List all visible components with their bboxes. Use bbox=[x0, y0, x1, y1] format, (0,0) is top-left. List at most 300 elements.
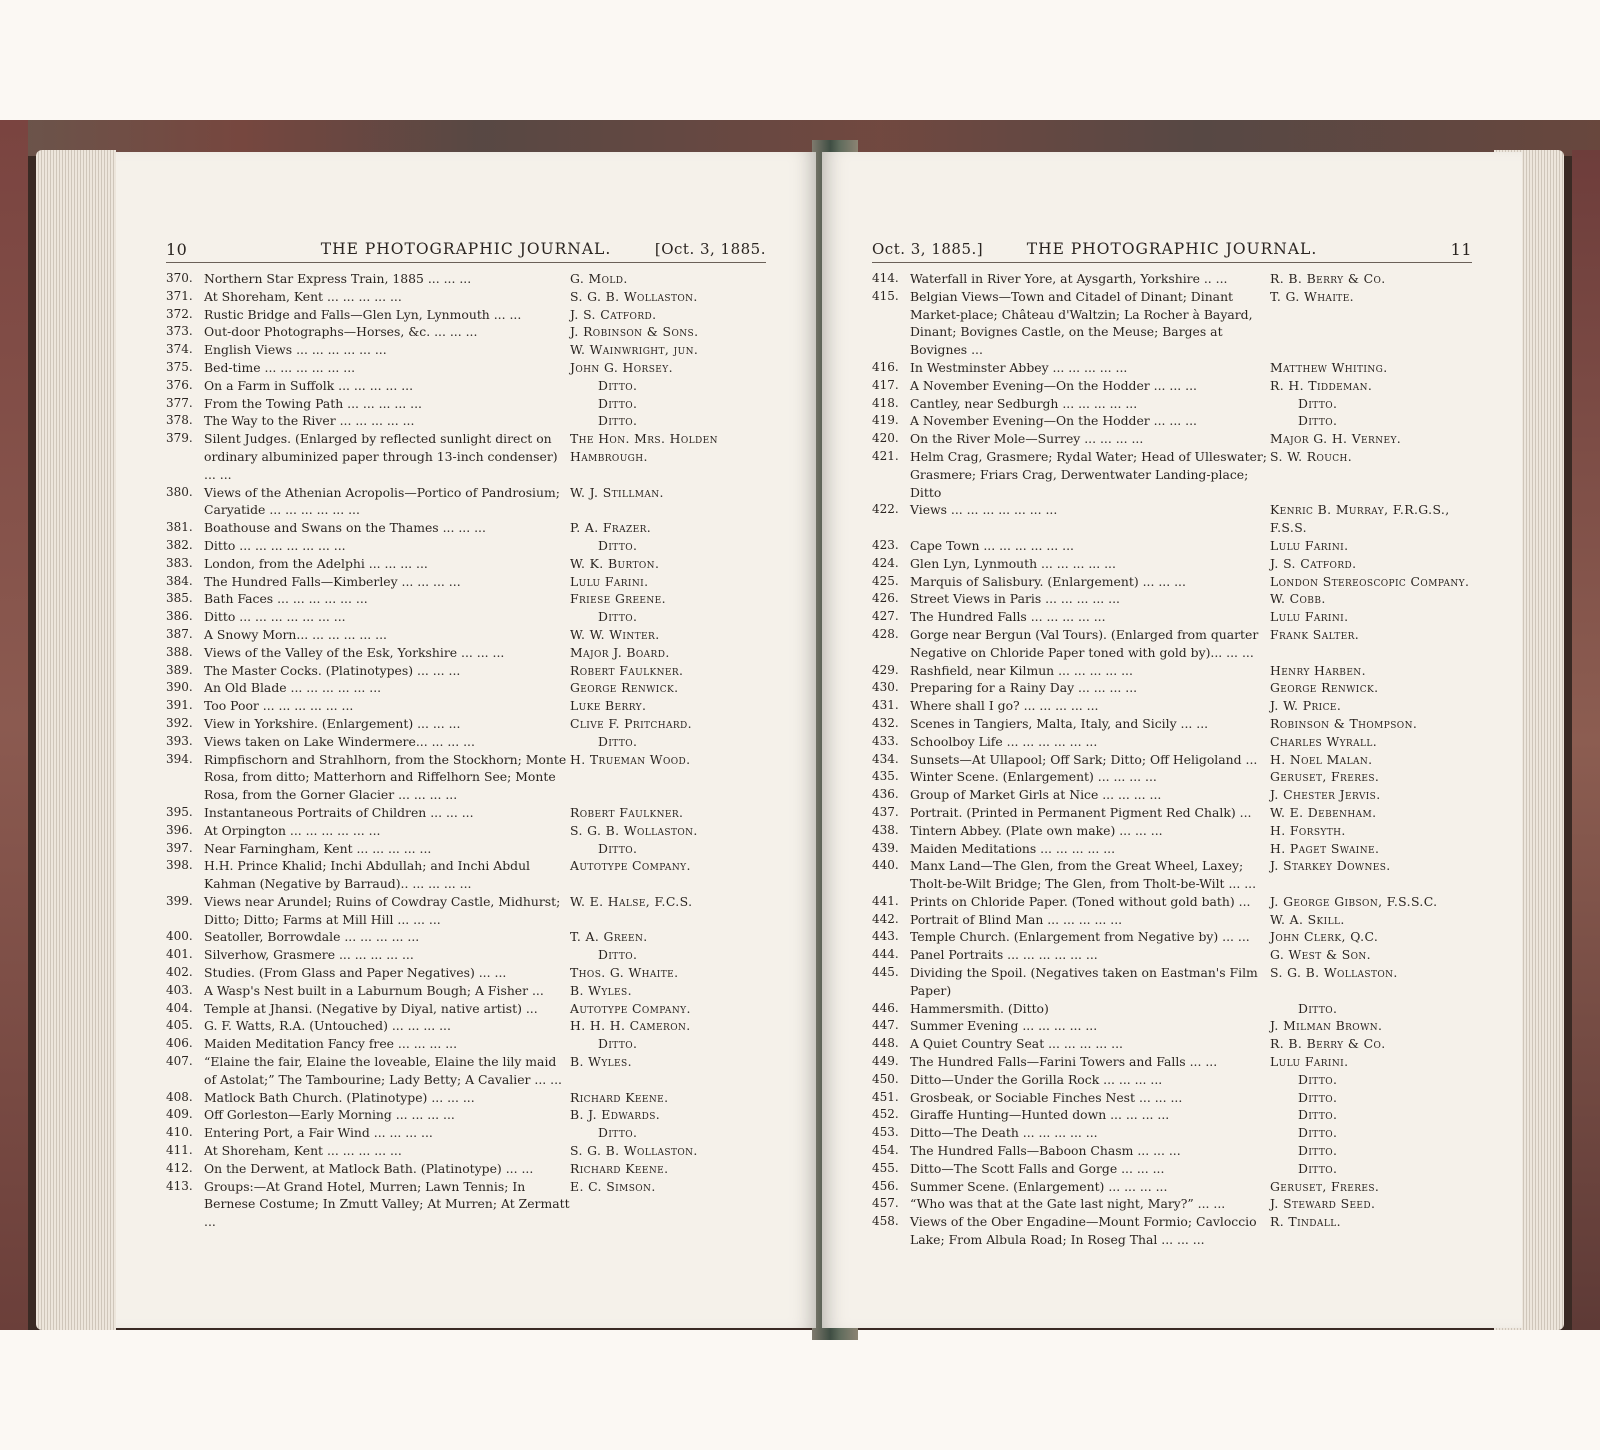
entry-title: Summer Scene. (Enlargement) ... ... ... ... bbox=[910, 1178, 1168, 1194]
entry-number: 433. bbox=[872, 733, 899, 748]
entry-exhibitor: J. Robinson & Sons. bbox=[570, 324, 699, 340]
book-spread bbox=[0, 120, 1600, 1330]
entry-exhibitor: Ditto. bbox=[598, 377, 638, 393]
list-item bbox=[872, 608, 1472, 626]
entry-exhibitor: G. Mold. bbox=[570, 271, 628, 286]
entry-exhibitor: Ditto. bbox=[598, 395, 638, 411]
entry-exhibitor: Lulu Farini. bbox=[1270, 537, 1349, 553]
list-item bbox=[872, 412, 1472, 430]
entry-title: Street Views in Paris ... ... ... ... ... bbox=[910, 591, 1120, 607]
entry-number: 425. bbox=[872, 573, 899, 588]
entry-title: An Old Blade ... ... ... ... ... ... bbox=[204, 680, 382, 696]
list-item bbox=[166, 822, 776, 840]
entry-title: Manx Land—The Glen, from the Great Wheel, Laxey; Tholt-be-Wilt Bridge; The Glen, from Tholt-be-Wilt ... ... bbox=[910, 858, 1257, 892]
right-page-number: 11 bbox=[1450, 240, 1472, 259]
entry-exhibitor: Robert Faulkner. bbox=[570, 662, 684, 678]
entry-title: Northern Star Express Train, 1885 ... ... ... bbox=[204, 271, 472, 286]
list-item bbox=[872, 573, 1472, 591]
entry-number: 383. bbox=[166, 555, 193, 570]
entry-exhibitor: Ditto. bbox=[1298, 1160, 1338, 1176]
list-item bbox=[872, 1071, 1472, 1089]
entry-number: 421. bbox=[872, 448, 899, 463]
list-item bbox=[872, 964, 1472, 1000]
list-item bbox=[166, 341, 776, 359]
list-item bbox=[166, 1160, 776, 1178]
entry-number: 424. bbox=[872, 555, 899, 570]
list-item bbox=[166, 323, 776, 341]
entry-title: Silent Judges. (Enlarged by reflected sunlight direct on ordinary albuminized paper through 13-inch condenser) ... ... bbox=[204, 431, 558, 482]
entry-exhibitor: Ditto. bbox=[598, 840, 638, 856]
list-item bbox=[166, 519, 776, 537]
book-cover-right bbox=[1572, 150, 1600, 1330]
list-item bbox=[166, 928, 776, 946]
entry-exhibitor: W. Wainwright, jun. bbox=[570, 342, 699, 358]
entry-number: 380. bbox=[166, 484, 193, 499]
entry-title: The Hundred Falls—Kimberley ... ... ... ... bbox=[204, 573, 461, 589]
entry-exhibitor: J. Steward Seed. bbox=[1270, 1196, 1376, 1212]
entry-exhibitor: W. W. Winter. bbox=[570, 626, 660, 642]
entry-title: Portrait. (Printed in Permanent Pigment Red Chalk) ... bbox=[910, 804, 1252, 820]
entry-exhibitor: Ditto. bbox=[1298, 1000, 1338, 1016]
entry-title: A November Evening—On the Hodder ... ... ... bbox=[910, 377, 1197, 393]
book-cover-top bbox=[0, 120, 1600, 156]
list-item bbox=[872, 626, 1472, 662]
list-item bbox=[872, 1035, 1472, 1053]
entry-number: 392. bbox=[166, 715, 193, 730]
entry-exhibitor: E. C. Simson. bbox=[570, 1178, 656, 1194]
entry-title: Cantley, near Sedburgh ... ... ... ... ... bbox=[910, 395, 1138, 411]
entry-exhibitor: Ditto. bbox=[1298, 1107, 1338, 1123]
entry-number: 451. bbox=[872, 1089, 899, 1104]
entry-title: On a Farm in Suffolk ... ... ... ... ... bbox=[204, 377, 414, 393]
entry-title: View in Yorkshire. (Enlargement) ... ... ... bbox=[204, 715, 461, 731]
entry-title: Bath Faces ... ... ... ... ... ... bbox=[204, 591, 368, 607]
list-item bbox=[872, 1089, 1472, 1107]
list-item bbox=[166, 804, 776, 822]
entry-number: 390. bbox=[166, 680, 193, 695]
list-item bbox=[166, 1178, 776, 1231]
list-item bbox=[166, 946, 776, 964]
entry-number: 438. bbox=[872, 822, 899, 837]
entry-title: A Quiet Country Seat ... ... ... ... ... bbox=[910, 1036, 1123, 1052]
entry-exhibitor: Luke Berry. bbox=[570, 698, 647, 714]
list-item bbox=[166, 573, 776, 591]
entry-number: 373. bbox=[166, 324, 193, 339]
list-item bbox=[166, 1089, 776, 1107]
entry-number: 402. bbox=[166, 965, 193, 980]
entry-exhibitor: Lulu Farini. bbox=[1270, 609, 1349, 625]
entry-number: 417. bbox=[872, 377, 899, 392]
list-item bbox=[872, 1053, 1472, 1071]
entry-exhibitor: Autotype Company. bbox=[570, 858, 691, 874]
entry-title: Near Farningham, Kent ... ... ... ... ... bbox=[204, 840, 432, 856]
entry-title: From the Towing Path ... ... ... ... ... bbox=[204, 395, 422, 411]
entry-number: 378. bbox=[166, 413, 193, 428]
entry-exhibitor: Ditto. bbox=[1298, 413, 1338, 429]
entry-number: 443. bbox=[872, 929, 899, 944]
entry-number: 411. bbox=[166, 1143, 193, 1158]
entry-title: Entering Port, a Fair Wind ... ... ... ... bbox=[204, 1125, 433, 1141]
entry-exhibitor: W. Cobb. bbox=[1270, 591, 1326, 607]
entry-number: 456. bbox=[872, 1178, 899, 1193]
list-item bbox=[166, 982, 776, 1000]
entry-exhibitor: S. G. B. Wollaston. bbox=[570, 822, 698, 838]
entry-number: 415. bbox=[872, 288, 899, 303]
entry-number: 396. bbox=[166, 822, 193, 837]
list-item bbox=[872, 537, 1472, 555]
entry-title: Out-door Photographs—Horses, &c. ... ... ... bbox=[204, 324, 478, 340]
entry-number: 379. bbox=[166, 431, 193, 446]
entry-number: 384. bbox=[166, 573, 193, 588]
entry-title: On the River Mole—Surrey ... ... ... ... bbox=[910, 431, 1144, 447]
entry-title: Rashfield, near Kilmun ... ... ... ... ... bbox=[910, 662, 1133, 678]
list-item bbox=[166, 893, 776, 929]
list-item bbox=[872, 857, 1472, 893]
entry-exhibitor: H. H. H. Cameron. bbox=[570, 1018, 691, 1034]
entry-exhibitor: W. E. Debenham. bbox=[1270, 804, 1377, 820]
list-item bbox=[166, 697, 776, 715]
entry-exhibitor: Richard Keene. bbox=[570, 1089, 669, 1105]
right-header-rule bbox=[872, 262, 1472, 263]
entry-title: Glen Lyn, Lynmouth ... ... ... ... ... bbox=[910, 555, 1116, 571]
entry-number: 432. bbox=[872, 715, 899, 730]
entry-exhibitor: T. G. Whaite. bbox=[1270, 288, 1355, 304]
entry-exhibitor: H. Forsyth. bbox=[1270, 822, 1346, 838]
entry-number: 377. bbox=[166, 395, 193, 410]
entry-title: Views near Arundel; Ruins of Cowdray Castle, Midhurst; Ditto; Ditto; Farms at Mill Hill ... ... ... bbox=[204, 893, 561, 927]
list-item bbox=[166, 608, 776, 626]
entry-number: 430. bbox=[872, 680, 899, 695]
list-item bbox=[872, 1213, 1472, 1249]
entry-exhibitor: R. Tindall. bbox=[1270, 1214, 1341, 1230]
entry-number: 409. bbox=[166, 1107, 193, 1122]
entry-number: 416. bbox=[872, 359, 899, 374]
entry-exhibitor: Kenric B. Murray, F.R.G.S., F.S.S. bbox=[1270, 502, 1450, 536]
entry-exhibitor: J. S. Catford. bbox=[570, 306, 657, 322]
entry-title: G. F. Watts, R.A. (Untouched) ... ... ... ... bbox=[204, 1018, 451, 1034]
entry-title: Temple Church. (Enlargement from Negative by) ... ... bbox=[910, 929, 1250, 945]
entry-exhibitor: Ditto. bbox=[1298, 1143, 1338, 1159]
entry-title: At Shoreham, Kent ... ... ... ... ... bbox=[204, 1143, 402, 1159]
entry-number: 444. bbox=[872, 947, 899, 962]
entry-title: The Hundred Falls—Baboon Chasm ... ... ... bbox=[910, 1143, 1181, 1159]
entry-number: 382. bbox=[166, 537, 193, 552]
entry-title: Belgian Views—Town and Citadel of Dinant; Dinant Market-place; Château d'Waltzin; La Rocher à Bayard, Dinant; Bovignes Castle, on the Meuse; Barges at Bovignes ... bbox=[910, 288, 1253, 358]
entry-exhibitor: John Clerk, Q.C. bbox=[1270, 929, 1379, 945]
list-item bbox=[872, 430, 1472, 448]
entry-title: Rustic Bridge and Falls—Glen Lyn, Lynmouth ... ... bbox=[204, 306, 522, 322]
entry-title: Gorge near Bergun (Val Tours). (Enlarged from quarter Negative on Chloride Paper toned with gold by)... ... ... bbox=[910, 626, 1259, 660]
list-item bbox=[872, 1195, 1472, 1213]
list-item bbox=[872, 501, 1472, 537]
right-page-date: Oct. 3, 1885.] bbox=[872, 240, 984, 258]
entry-title: London, from the Adelphi ... ... ... ... bbox=[204, 555, 428, 571]
entry-number: 374. bbox=[166, 342, 193, 357]
entry-title: Cape Town ... ... ... ... ... ... bbox=[910, 537, 1074, 553]
entry-number: 419. bbox=[872, 413, 899, 428]
entry-number: 370. bbox=[166, 271, 193, 285]
entry-exhibitor: Thos. G. Whaite. bbox=[570, 965, 679, 981]
left-entry-list bbox=[166, 270, 776, 1231]
entry-title: Views ... ... ... ... ... ... ... bbox=[910, 502, 1058, 518]
entry-title: Views of the Athenian Acropolis—Portico of Pandrosium; Caryatide ... ... ... ... ... ... bbox=[204, 484, 560, 518]
list-item bbox=[166, 1053, 776, 1089]
entry-number: 400. bbox=[166, 929, 193, 944]
right-journal-title: THE PHOTOGRAPHIC JOURNAL. bbox=[1026, 240, 1318, 258]
entry-title: Matlock Bath Church. (Platinotype) ... ... ... bbox=[204, 1089, 475, 1105]
list-item bbox=[166, 626, 776, 644]
entry-title: At Orpington ... ... ... ... ... ... bbox=[204, 822, 381, 838]
entry-title: Sunsets—At Ullapool; Off Sark; Ditto; Off Heligoland ... bbox=[910, 751, 1258, 767]
entry-exhibitor: S. G. B. Wollaston. bbox=[1270, 965, 1398, 981]
entry-number: 401. bbox=[166, 947, 193, 962]
entry-exhibitor: Major J. Board. bbox=[570, 644, 670, 660]
entry-exhibitor: Ditto. bbox=[1298, 1089, 1338, 1105]
right-entry-list bbox=[872, 270, 1472, 1249]
list-item bbox=[166, 537, 776, 555]
entry-exhibitor: J. George Gibson, F.S.S.C. bbox=[1270, 893, 1438, 909]
entry-number: 395. bbox=[166, 804, 193, 819]
list-item bbox=[872, 804, 1472, 822]
entry-exhibitor: H. Paget Swaine. bbox=[1270, 840, 1380, 856]
entry-exhibitor: Robert Faulkner. bbox=[570, 804, 684, 820]
list-item bbox=[166, 662, 776, 680]
entry-number: 404. bbox=[166, 1000, 193, 1015]
entry-number: 391. bbox=[166, 698, 193, 713]
entry-exhibitor: Ditto. bbox=[1298, 1071, 1338, 1087]
entry-exhibitor: Autotype Company. bbox=[570, 1000, 691, 1016]
entry-number: 439. bbox=[872, 840, 899, 855]
list-item bbox=[872, 1000, 1472, 1018]
list-item bbox=[872, 715, 1472, 733]
entry-number: 448. bbox=[872, 1036, 899, 1051]
list-item bbox=[166, 555, 776, 573]
entry-number: 447. bbox=[872, 1018, 899, 1033]
entry-exhibitor: Ditto. bbox=[598, 1036, 638, 1052]
entry-number: 386. bbox=[166, 609, 193, 624]
list-item bbox=[166, 359, 776, 377]
entry-number: 418. bbox=[872, 395, 899, 410]
list-item bbox=[872, 946, 1472, 964]
list-item bbox=[872, 928, 1472, 946]
entry-number: 376. bbox=[166, 377, 193, 392]
entry-number: 446. bbox=[872, 1000, 899, 1015]
entry-title: Off Gorleston—Early Morning ... ... ... ... bbox=[204, 1107, 455, 1123]
entry-exhibitor: Ditto. bbox=[598, 609, 638, 625]
entry-number: 389. bbox=[166, 662, 193, 677]
entry-title: Groups:—At Grand Hotel, Murren; Lawn Tennis; In Bernese Costume; In Zmutt Valley; At Murren; At Zermatt ... bbox=[204, 1178, 570, 1230]
entry-number: 388. bbox=[166, 644, 193, 659]
list-item bbox=[166, 270, 776, 288]
entry-title: In Westminster Abbey ... ... ... ... ... bbox=[910, 359, 1128, 375]
entry-title: Boathouse and Swans on the Thames ... ... ... bbox=[204, 520, 486, 536]
entry-title: The Master Cocks. (Platinotypes) ... ... ... bbox=[204, 662, 461, 678]
entry-number: 372. bbox=[166, 306, 193, 321]
entry-number: 397. bbox=[166, 840, 193, 855]
entry-exhibitor: London Stereoscopic Company. bbox=[1270, 573, 1470, 589]
entry-exhibitor: W. J. Stillman. bbox=[570, 484, 664, 500]
entry-title: Views of the Ober Engadine—Mount Formio; Cavloccio Lake; From Albula Road; In Roseg Thal ... ... ... bbox=[910, 1214, 1257, 1248]
entry-title: A Wasp's Nest built in a Laburnum Bough; A Fisher ... bbox=[204, 982, 544, 998]
entry-number: 437. bbox=[872, 804, 899, 819]
entry-title: Hammersmith. (Ditto) bbox=[910, 1000, 1049, 1016]
entry-exhibitor: George Renwick. bbox=[570, 680, 679, 696]
left-page-date: [Oct. 3, 1885. bbox=[654, 240, 766, 258]
entry-exhibitor: Richard Keene. bbox=[570, 1160, 669, 1176]
entry-title: Portrait of Blind Man ... ... ... ... ... bbox=[910, 911, 1123, 927]
entry-number: 410. bbox=[166, 1125, 193, 1140]
entry-exhibitor: J. Chester Jervis. bbox=[1270, 787, 1381, 803]
entry-number: 375. bbox=[166, 359, 193, 374]
entry-exhibitor: Ditto. bbox=[598, 537, 638, 553]
list-item bbox=[872, 448, 1472, 501]
entry-exhibitor: The Hon. Mrs. Holden Hambrough. bbox=[570, 431, 718, 464]
entry-number: 393. bbox=[166, 733, 193, 748]
entry-title: Views taken on Lake Windermere... ... ... ... bbox=[204, 733, 475, 749]
entry-exhibitor: Robinson & Thompson. bbox=[1270, 715, 1418, 731]
entry-title: Panel Portraits ... ... ... ... ... ... bbox=[910, 947, 1098, 963]
entry-title: Prints on Chloride Paper. (Toned without gold bath) ... bbox=[910, 893, 1251, 909]
entry-title: Ditto—The Death ... ... ... ... ... bbox=[910, 1125, 1098, 1141]
entry-number: 453. bbox=[872, 1125, 899, 1140]
entry-number: 427. bbox=[872, 609, 899, 624]
entry-number: 458. bbox=[872, 1214, 899, 1229]
entry-title: “Elaine the fair, Elaine the loveable, Elaine the lily maid of Astolat;” The Tambourine; Lady Betty; A Cavalier ... ... bbox=[204, 1054, 562, 1087]
entry-title: Ditto—Under the Gorilla Rock ... ... ... ... bbox=[910, 1071, 1163, 1087]
list-item bbox=[166, 1142, 776, 1160]
entry-title: Ditto ... ... ... ... ... ... ... bbox=[204, 537, 346, 553]
entry-exhibitor: J. W. Price. bbox=[1270, 698, 1342, 714]
entry-number: 381. bbox=[166, 520, 193, 535]
list-item bbox=[872, 1124, 1472, 1142]
entry-number: 434. bbox=[872, 751, 899, 766]
entry-title: A Snowy Morn... ... ... ... ... ... bbox=[204, 626, 387, 642]
entry-title: Seatoller, Borrowdale ... ... ... ... ... bbox=[204, 929, 420, 945]
list-item bbox=[166, 1035, 776, 1053]
entry-number: 454. bbox=[872, 1143, 899, 1158]
entry-number: 385. bbox=[166, 591, 193, 606]
entry-number: 431. bbox=[872, 698, 899, 713]
entry-exhibitor: W. K. Burton. bbox=[570, 555, 660, 571]
entry-title: Maiden Meditations ... ... ... ... ... bbox=[910, 840, 1116, 856]
entry-number: 414. bbox=[872, 271, 899, 285]
entry-exhibitor: John G. Horsey. bbox=[570, 359, 673, 375]
list-item bbox=[166, 430, 776, 483]
entry-number: 422. bbox=[872, 502, 899, 517]
entry-title: On the Derwent, at Matlock Bath. (Platinotype) ... ... bbox=[204, 1160, 534, 1176]
entry-number: 399. bbox=[166, 893, 193, 908]
entry-number: 445. bbox=[872, 965, 899, 980]
entry-number: 457. bbox=[872, 1196, 899, 1211]
list-item bbox=[166, 412, 776, 430]
entry-title: Group of Market Girls at Nice ... ... ... ... bbox=[910, 787, 1162, 803]
list-item bbox=[872, 822, 1472, 840]
right-page bbox=[822, 152, 1522, 1328]
entry-exhibitor: Geruset, Freres. bbox=[1270, 1178, 1380, 1194]
entry-title: Schoolboy Life ... ... ... ... ... ... bbox=[910, 733, 1098, 749]
entry-title: Tintern Abbey. (Plate own make) ... ... ... bbox=[910, 822, 1163, 838]
entry-title: A November Evening—On the Hodder ... ... ... bbox=[910, 413, 1197, 429]
list-item bbox=[166, 1106, 776, 1124]
entry-title: Silverhow, Grasmere ... ... ... ... ... bbox=[204, 947, 414, 963]
entry-exhibitor: B. Wyles. bbox=[570, 1054, 632, 1070]
list-item bbox=[872, 377, 1472, 395]
entry-exhibitor: Major G. H. Verney. bbox=[1270, 431, 1402, 447]
list-item bbox=[166, 644, 776, 662]
entry-title: Studies. (From Glass and Paper Negatives) ... ... bbox=[204, 965, 507, 981]
entry-exhibitor: Lulu Farini. bbox=[1270, 1054, 1349, 1070]
entry-title: Views of the Valley of the Esk, Yorkshire ... ... ... bbox=[204, 644, 505, 660]
entry-title: Where shall I go? ... ... ... ... ... bbox=[910, 698, 1099, 714]
entry-number: 452. bbox=[872, 1107, 899, 1122]
list-item bbox=[872, 911, 1472, 929]
entry-exhibitor: G. West & Son. bbox=[1270, 947, 1371, 963]
entry-number: 428. bbox=[872, 626, 899, 641]
left-journal-title: THE PHOTOGRAPHIC JOURNAL. bbox=[320, 240, 612, 258]
list-item bbox=[166, 484, 776, 520]
entry-title: Instantaneous Portraits of Children ... ... ... bbox=[204, 804, 474, 820]
entry-title: Preparing for a Rainy Day ... ... ... ... bbox=[910, 680, 1138, 696]
entry-exhibitor: Friese Greene. bbox=[570, 591, 666, 607]
entry-exhibitor: Ditto. bbox=[1298, 395, 1338, 411]
entry-exhibitor: B. Wyles. bbox=[570, 982, 632, 998]
list-item bbox=[872, 270, 1472, 288]
entry-title: At Shoreham, Kent ... ... ... ... ... bbox=[204, 288, 402, 304]
entry-number: 412. bbox=[166, 1160, 193, 1175]
entry-exhibitor: Geruset, Freres. bbox=[1270, 769, 1380, 785]
list-item bbox=[872, 1142, 1472, 1160]
entry-exhibitor: J. Starkey Downes. bbox=[1270, 858, 1391, 874]
entry-title: Rimpfischorn and Strahlhorn, from the Stockhorn; Monte Rosa, from ditto; Matterhorn and Riffelhorn See; Monte Rosa, from the Gorner Glacier ... ... ... ... bbox=[204, 751, 567, 803]
entry-number: 429. bbox=[872, 662, 899, 677]
list-item bbox=[872, 1017, 1472, 1035]
entry-exhibitor: Lulu Farini. bbox=[570, 573, 649, 589]
list-item bbox=[872, 697, 1472, 715]
entry-exhibitor: Ditto. bbox=[598, 413, 638, 429]
entry-title: Waterfall in River Yore, at Aysgarth, Yorkshire .. ... bbox=[910, 271, 1228, 286]
list-item bbox=[166, 1124, 776, 1142]
list-item bbox=[166, 715, 776, 733]
entry-title: Bed-time ... ... ... ... ... ... bbox=[204, 359, 356, 375]
list-item bbox=[166, 964, 776, 982]
entry-exhibitor: W. A. Skill. bbox=[1270, 911, 1345, 927]
entry-title: Scenes in Tangiers, Malta, Italy, and Sicily ... ... bbox=[910, 715, 1209, 731]
list-item bbox=[872, 555, 1472, 573]
entry-number: 436. bbox=[872, 787, 899, 802]
entry-title: Ditto ... ... ... ... ... ... ... bbox=[204, 609, 346, 625]
left-page-number: 10 bbox=[166, 240, 188, 259]
entry-exhibitor: George Renwick. bbox=[1270, 680, 1379, 696]
entry-exhibitor: J. Milman Brown. bbox=[1270, 1018, 1383, 1034]
entry-number: 398. bbox=[166, 858, 193, 873]
entry-exhibitor: R. B. Berry & Co. bbox=[1270, 271, 1386, 286]
list-item bbox=[872, 1160, 1472, 1178]
list-item bbox=[872, 288, 1472, 359]
entry-exhibitor: Ditto. bbox=[598, 947, 638, 963]
entry-number: 405. bbox=[166, 1018, 193, 1033]
entry-number: 420. bbox=[872, 431, 899, 446]
entry-number: 403. bbox=[166, 982, 193, 997]
book-cover-left bbox=[0, 120, 28, 1330]
entry-title: Grosbeak, or Sociable Finches Nest ... ... ... bbox=[910, 1089, 1183, 1105]
list-item bbox=[166, 679, 776, 697]
entry-title: Too Poor ... ... ... ... ... ... bbox=[204, 698, 354, 714]
list-item bbox=[166, 1000, 776, 1018]
entry-exhibitor: J. S. Catford. bbox=[1270, 555, 1357, 571]
entry-number: 426. bbox=[872, 591, 899, 606]
entry-exhibitor: Ditto. bbox=[1298, 1125, 1338, 1141]
entry-exhibitor: Ditto. bbox=[598, 733, 638, 749]
